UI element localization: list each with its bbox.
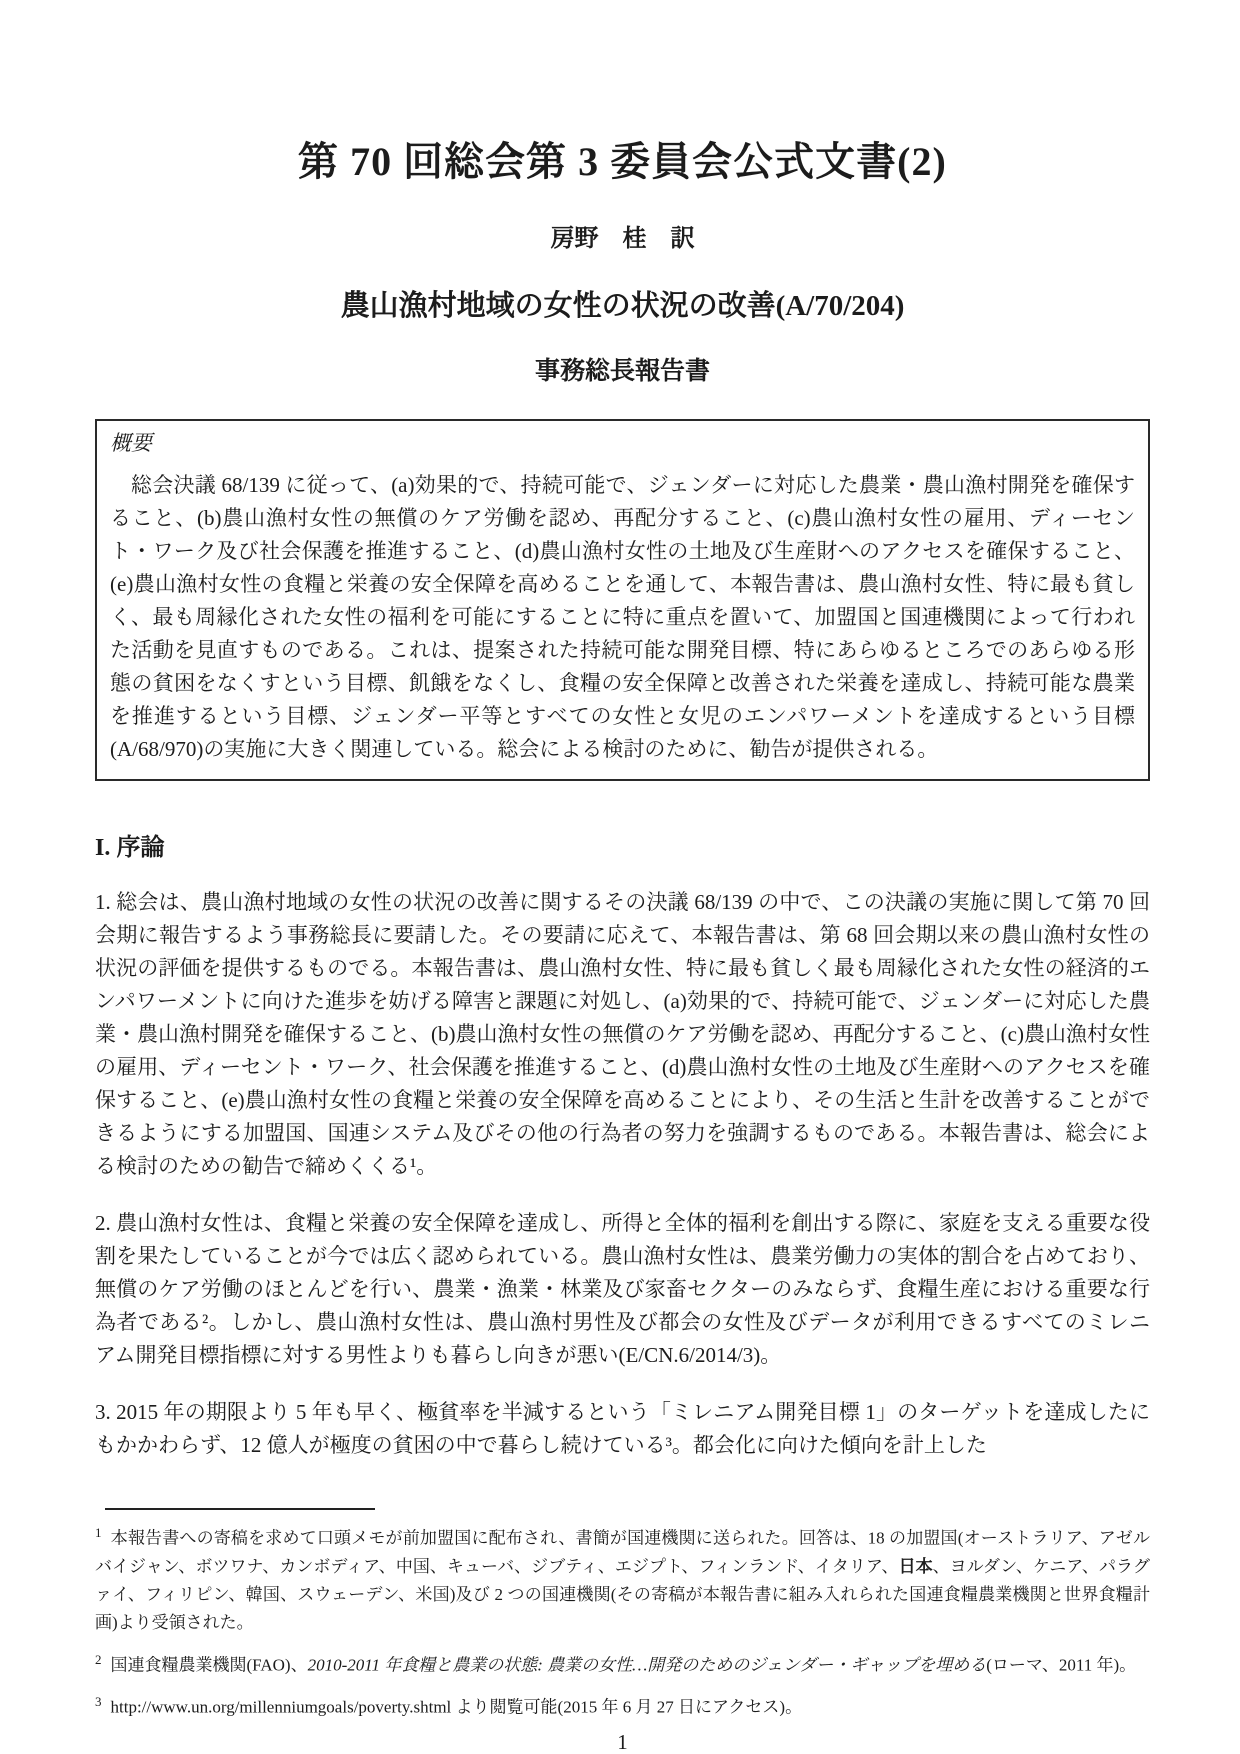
footnote-3 [95, 1688, 1150, 1722]
footnote-1-text: 本報告書への寄稿を求めて口頭メモが前加盟国に配布され、書簡が国連機関に送られた。回答は、18 の加盟国(オーストラリア、アゼルバイジャン、ボツワナ、カンボディア、中国、キューバ、ジブティ、エジプト、フィンランド、イタリア、 [95, 1528, 1150, 1576]
footnote-2 [95, 1646, 1150, 1680]
footnote-1-bold-text: 日本 [898, 1556, 933, 1576]
paragraph-2: 2. 農山漁村女性は、食糧と栄養の安全保障を達成し、所得と全体的福利を創出する際に、家庭を支える重要な役割を果たしていることが今では広く認められている。農山漁村女性は、農業労働力の実体的割合を占めており、無償のケア労働のほとんどを行い、農業・漁業・林業及び家畜セクターのみならず、食糧生産における重要な行為者である²。しかし、農山漁村女性は、農山漁村男性及び都会の女性及びデータが利用できるすべてのミレニアム開発目標指標に対する男性よりも暮らし向きが悪い(E/CN.6/2014/3)。 [95, 1211, 1150, 1367]
paragraph-3: 3. 2015 年の期限より 5 年も早く、極貧率を半減するという「ミレニアム開発目標 1」のターゲットを達成したにもかかわらず、12 億人が極度の貧困の中で暮らし続けている³。都会化に向けた傾向を計上した [95, 1400, 1150, 1457]
section-heading-introduction: I. 序論 [95, 835, 165, 861]
translator-line: 房野 桂 訳 [550, 226, 695, 252]
footnote-2-marker: 2 [95, 1651, 102, 1667]
paragraph-1: 1. 総会は、農山漁村地域の女性の状況の改善に関するその決議 68/139 の中で、この決議の実施に関して第 70 回会期に報告するよう事務総長に要請した。その要請に応えて、本報告書は、第 68 回会期以来の農山漁村女性の状況の評価を提供するものでる。本報告書は、農山漁村女性、特に最も貧しく最も周縁化された女性の経済的エンパワーメントに向けた進歩を妨げる障害と課題に対処し、(a)効果的で、持続可能で、ジェンダーに対応した農業・農山漁村開発を確保すること、(b)農山漁村女性の無償のケア労働を認め、再配分すること、(c)農山漁村女性の雇用、ディーセント・ワーク、社会保護を推進すること、(d)農山漁村女性の土地及び生産財へのアクセスを確保すること、(e)農山漁村女性の食糧と栄養の安全保障を高めることにより、その生活と生計を改善することができるようにする加盟国、国連システム及びその他の行為者の努力を強調するものである。本報告書は、総会による検討のための勧告で締めくくる¹。 [95, 890, 1150, 1178]
summary-body: 総会決議 68/139 に従って、(a)効果的で、持続可能で、ジェンダーに対応した農業・農山漁村開発を確保すること、(b)農山漁村女性の無償のケア労働を認め、再配分すること、(c)農山漁村女性の雇用、ディーセント・ワーク及び社会保護を推進すること、(d)農山漁村女性の土地及び生産財へのアクセスを確保すること、(e)農山漁村女性の食糧と栄養の安全保障を高めることを通して、本報告書は、農山漁村女性、特に最も貧しく、最も周縁化された女性の福利を可能にすることに特に重点を置いて、加盟国と国連機関によって行われた活動を見直すものである。これは、提案された持続可能な開発目標、特にあらゆるところでのあらゆる形態の貧困をなくすという目標、飢餓をなくし、食糧の安全保障と改善された栄養を達成し、持続可能な農業を推進するという目標、ジェンダー平等とすべての女性と女児のエンパワーメントを達成するという目標(A/68/970)の実施に大きく関連している。総会による検討のために、勧告が提供される。 [110, 473, 1135, 761]
report-subtitle: 農山漁村地域の女性の状況の改善(A/70/204) [340, 290, 905, 322]
footnote-1 [95, 1519, 1150, 1637]
page-title: 第 70 回総会第 3 委員会公式文書(2) [298, 139, 947, 184]
footnote-1-text-after: 、ヨルダン、ケニア、パラグァイ、フィリピン、韓国、スウェーデン、米国)及び 2 つの国連機関(その寄稿が本報告書に組み入れられた国連食糧農業機関と世界食糧計画)より受領された。 [95, 1556, 1151, 1632]
summary-label: 概要 [110, 431, 152, 455]
footnote-3-text-after: より閲覧可能(2015 年 6 月 27 日にアクセス)。 [451, 1697, 803, 1717]
footnote-3-url: http://www.un.org/millenniumgoals/poverty.shtml [110, 1697, 452, 1717]
summary-box [95, 419, 1150, 781]
footnotes-section [95, 1508, 1150, 1722]
footnote-2-publication-title: 2010-2011 年食糧と農業の状態: 農業の女性…開発のためのジェンダー・ギャップを埋める [307, 1655, 987, 1675]
footnote-divider [105, 1508, 375, 1510]
footnote-3-marker: 3 [95, 1694, 102, 1710]
report-doc-type: 事務総長報告書 [534, 358, 710, 385]
footnote-2-text-after: (ローマ、2011 年)。 [986, 1655, 1137, 1675]
footnote-2-text: 国連食糧農業機関(FAO)、 [110, 1655, 308, 1675]
footnote-1-marker: 1 [95, 1525, 102, 1540]
page-number: 1 [617, 1729, 628, 1754]
